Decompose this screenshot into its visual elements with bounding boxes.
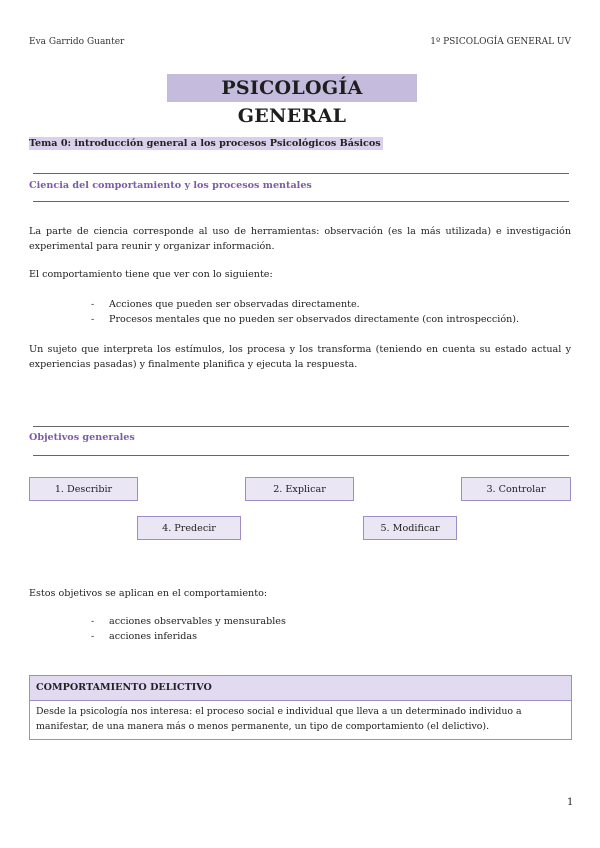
callout-box xyxy=(29,675,572,740)
objective-controlar: 3. Controlar xyxy=(461,477,571,501)
callout-text: Desde la psicología nos interesa: el proceso social e individual que lleva a un determinado individuo a manifestar, de una manera más o menos permanente, un tipo de comportamiento (el delictivo). xyxy=(36,706,522,732)
header-author: Eva Garrido Guanter xyxy=(29,37,125,47)
paragraph: La parte de ciencia corresponde al uso de herramientas: observación (es la más utilizada) e investigación experimental para reunir y organizar información. xyxy=(29,226,571,253)
objective-predecir: 4. Predecir xyxy=(137,516,241,540)
divider xyxy=(33,426,569,427)
list-item: - Acciones que pueden ser observadas directamente. xyxy=(91,299,360,310)
divider xyxy=(33,173,569,174)
list-item: - Procesos mentales que no pueden ser observados directamente (con introspección). xyxy=(91,314,520,326)
header-course: 1º PSICOLOGÍA GENERAL UV xyxy=(430,37,571,47)
paragraph: Estos objetivos se aplican en el comportamiento: xyxy=(29,588,268,599)
objective-modificar: 5. Modificar xyxy=(363,516,457,540)
callout-title: COMPORTAMIENTO DELICTIVO xyxy=(30,676,571,701)
page-number: 1 xyxy=(567,797,574,808)
objective-describir: 1. Describir xyxy=(29,477,138,501)
section-heading-objetivos: Objetivos generales xyxy=(29,432,135,443)
paragraph: El comportamiento tiene que ver con lo siguiente: xyxy=(29,269,273,280)
bullet-list xyxy=(91,297,519,327)
divider xyxy=(33,455,569,456)
objective-explicar: 2. Explicar xyxy=(245,477,354,501)
section-heading-ciencia: Ciencia del comportamiento y los procesos mentales xyxy=(29,180,312,191)
divider xyxy=(33,201,569,202)
list-item: - acciones observables y mensurables xyxy=(91,616,286,627)
topic-heading: Tema 0: introducción general a los procesos Psicológicos Básicos xyxy=(29,138,381,149)
paragraph: Un sujeto que interpreta los estímulos, los procesa y los transforma (teniendo en cuenta su estado actual y experiencias pasadas) y finalmente planifica y ejecuta la respuesta. xyxy=(29,344,571,371)
page-title: PSICOLOGÍA GENERAL xyxy=(167,74,417,102)
bullet-list xyxy=(91,614,286,644)
list-item: - acciones inferidas xyxy=(91,631,198,643)
